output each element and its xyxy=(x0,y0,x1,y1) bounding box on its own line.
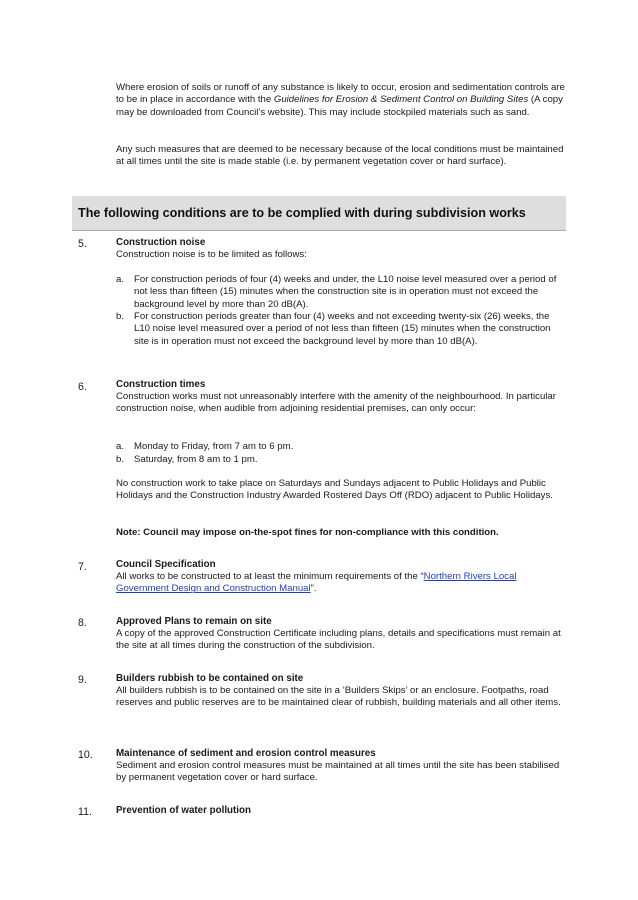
guidelines-title: Guidelines for Erosion & Sediment Control on Building Sites xyxy=(273,94,529,106)
condition-number: 5. xyxy=(78,238,87,250)
condition-heading: Builders rubbish to be contained on site xyxy=(116,673,304,684)
design-manual-link[interactable]: Northern Rivers Local Government Design and Construction Manual xyxy=(116,571,517,595)
condition-body: Sediment and erosion control measures must be maintained at all times until the site has been stabilised by permanent vegetation cover or hard surface. xyxy=(116,760,560,784)
condition-heading: Approved Plans to remain on site xyxy=(116,616,272,627)
condition-extra: No construction work to take place on Saturdays and Sundays adjacent to Public Holidays and Public Holidays and the Construction Industry Awarded Rostered Days Off (RDO) adjacent to Public Holidays. xyxy=(116,478,553,502)
list-marker: a. xyxy=(116,274,125,285)
condition-number: 9. xyxy=(78,674,87,686)
condition-number: 10. xyxy=(78,749,93,761)
condition-number: 8. xyxy=(78,617,87,629)
condition-heading: Maintenance of sediment and erosion control measures xyxy=(116,748,376,759)
condition-heading: Prevention of water pollution xyxy=(116,805,251,816)
list-item: Monday to Friday, from 7 am to 6 pm. xyxy=(134,441,294,452)
condition-number: 7. xyxy=(78,561,87,573)
list-marker: a. xyxy=(116,441,125,452)
intro-paragraph-1 xyxy=(116,82,566,119)
condition-body: A copy of the approved Construction Certificate including plans, details and specifications must remain at the site at all times during the construction of the subdivision. xyxy=(116,628,561,652)
condition-number: 6. xyxy=(78,381,87,393)
list-marker: b. xyxy=(116,454,125,465)
condition-body xyxy=(116,571,566,596)
list-marker: b. xyxy=(116,311,125,322)
intro-paragraph-2: Any such measures that are deemed to be necessary because of the local conditions must be maintained at all times until the site is made stable (i.e. by permanent vegetation cover or hard surface). xyxy=(116,144,564,168)
condition-heading: Construction times xyxy=(116,379,206,390)
intro-text: Where erosion of soils or runoff of any substance is likely to occur, erosion and sedimentation controls are to be in place in accordance with the xyxy=(116,82,565,106)
section-heading: The following conditions are to be complied with during subdivision works xyxy=(78,206,526,220)
condition-number: 11. xyxy=(78,806,92,818)
list-item: Saturday, from 8 am to 1 pm. xyxy=(134,454,258,465)
condition-text: ”. xyxy=(310,583,317,595)
condition-note: Note: Council may impose on-the-spot fines for non-compliance with this condition. xyxy=(116,527,499,538)
condition-heading: Council Specification xyxy=(116,559,216,570)
intro-text: (A copy may be downloaded from Council’s website). This may include stockpiled materials such as sand. xyxy=(116,94,563,118)
condition-heading: Construction noise xyxy=(116,237,206,248)
condition-body: Construction works must not unreasonably interfere with the amenity of the neighbourhood. In particular construction noise, when audible from adjoining residential premises, can only occur: xyxy=(116,391,556,415)
list-item: For construction periods greater than four (4) weeks and not exceeding twenty-six (26) weeks, the L10 noise level measured over a period of not less than fifteen (15) minutes when the construction site is in operation must not exceed the background level by more than 10 dB(A). xyxy=(134,311,551,347)
condition-text: All works to be constructed to at least the minimum requirements of the “ xyxy=(116,571,424,582)
section-banner xyxy=(72,196,566,231)
condition-body: Construction noise is to be limited as follows: xyxy=(116,249,307,260)
condition-body: All builders rubbish is to be contained on the site in a ‘Builders Skips’ or an enclosure. Footpaths, road reserves and public reserves are to be maintained clear of rubbish, building materials and all other items. xyxy=(116,685,561,709)
list-item: For construction periods of four (4) weeks and under, the L10 noise level measured over a period of not less than fifteen (15) minutes when the construction site is in operation must not exceed the background level by more than 20 dB(A). xyxy=(134,274,557,310)
